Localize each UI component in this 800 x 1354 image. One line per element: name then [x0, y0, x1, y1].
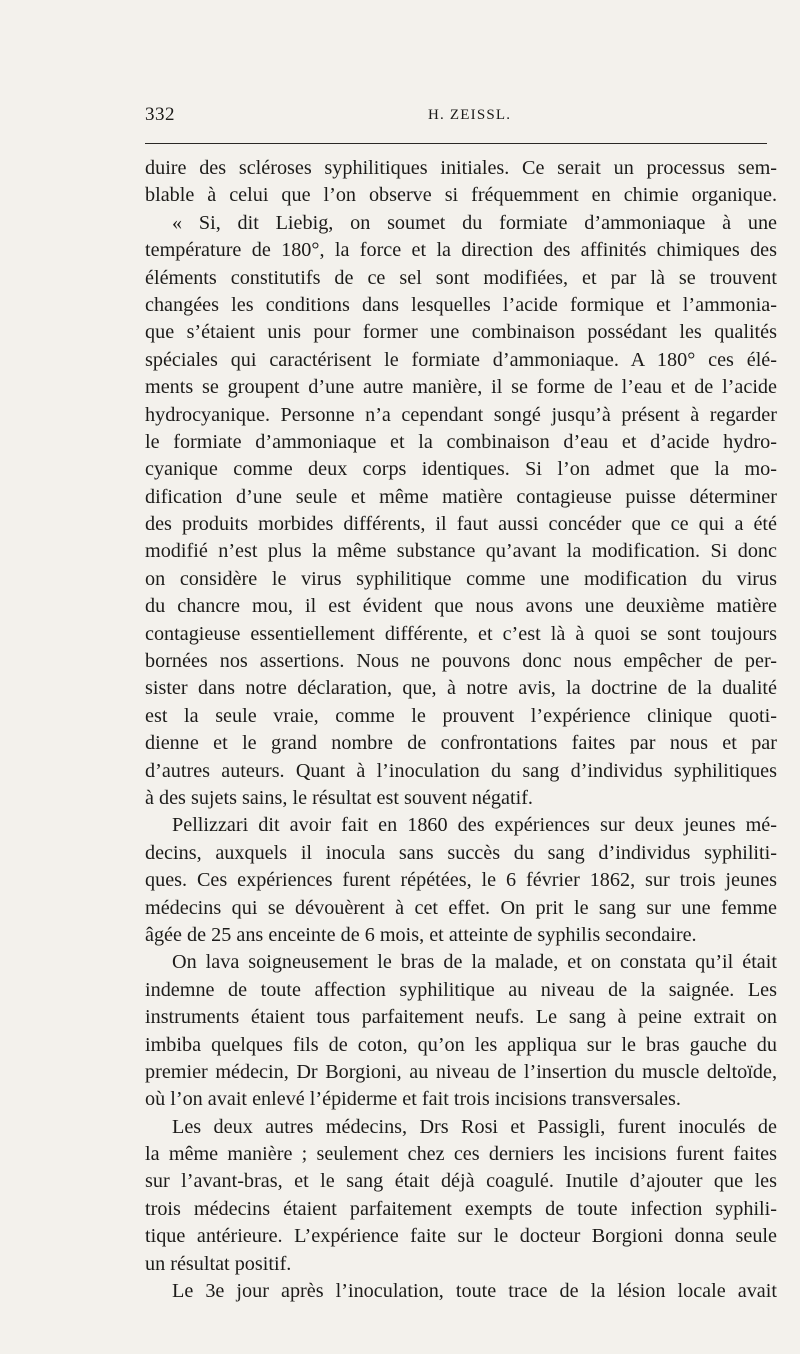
header-rule: [145, 143, 767, 144]
text-line: imbiba quelques fils de coton, qu’on les appliqua sur le bras gauche du: [145, 1033, 777, 1056]
text-line: sur l’avant-bras, et le sang était déjà coagulé. Inutile d’ajouter que les: [145, 1170, 777, 1193]
body-text: [145, 155, 777, 1305]
text-line: ques. Ces expériences furent répétées, le 6 février 1862, sur trois jeunes: [145, 869, 777, 892]
text-line: tique antérieure. L’expérience faite sur le docteur Borgioni donna seule: [145, 1225, 777, 1248]
text-line: duire des scléroses syphilitiques initiales. Ce serait un processus sem-: [145, 157, 777, 179]
text-line: Pellizzari dit avoir fait en 1860 des expériences sur deux jeunes mé-: [172, 814, 777, 837]
text-line: spéciales qui caractérisent le formiate d’ammoniaque. A 180° ces élé-: [145, 348, 777, 371]
text-line: que s’étaient unis pour former une combinaison possédant les qualités: [145, 321, 777, 344]
page-header: [145, 104, 765, 128]
running-head: H. ZEISSL.: [428, 107, 512, 123]
text-line: un résultat positif.: [145, 1252, 292, 1275]
text-line: trois médecins étaient parfaitement exempts de toute infection syphili-: [145, 1197, 777, 1220]
text-line: indemne de toute affection syphilitique au niveau de la saignée. Les: [145, 978, 777, 1001]
text-line: modifié n’est plus la même substance qu’avant la modification. Si donc: [145, 540, 777, 563]
text-line: âgée de 25 ans enceinte de 6 mois, et atteinte de syphilis secondaire.: [145, 923, 697, 946]
text-line: où l’on avait enlevé l’épiderme et fait trois incisions transversales.: [145, 1088, 681, 1111]
page-number: 332: [145, 104, 175, 125]
text-line: cyanique comme deux corps identiques. Si l’on admet que la mo-: [145, 458, 777, 481]
text-line: le formiate d’ammoniaque et la combinaison d’eau et d’acide hydro-: [145, 430, 777, 453]
text-line: dification d’une seule et même matière contagieuse puisse déterminer: [145, 485, 777, 508]
text-line: on considère le virus syphilitique comme une modification du virus: [145, 567, 777, 590]
text-line: Les deux autres médecins, Drs Rosi et Passigli, furent inoculés de: [172, 1115, 777, 1138]
text-line: ments se groupent d’une autre manière, il se forme de l’eau et de l’acide: [145, 376, 777, 399]
text-line: changées les conditions dans lesquelles l’acide formique et l’ammonia-: [145, 293, 777, 316]
text-line: premier médecin, Dr Borgioni, au niveau de l’insertion du muscle deltoïde,: [145, 1060, 777, 1083]
text-line: médecins qui se dévouèrent à cet effet. On prit le sang sur une femme: [145, 896, 777, 919]
text-line: à des sujets sains, le résultat est souvent négatif.: [145, 786, 533, 809]
text-line: d’autres auteurs. Quant à l’inoculation du sang d’individus syphilitiques: [145, 759, 777, 782]
text-line: Le 3e jour après l’inoculation, toute trace de la lésion locale avait: [172, 1280, 777, 1303]
text-line: decins, auxquels il inocula sans succès du sang d’individus syphiliti-: [145, 841, 777, 864]
text-line: est la seule vraie, comme le prouvent l’expérience clinique quoti-: [145, 704, 777, 727]
text-line: des produits morbides différents, il faut aussi concéder que ce qui a été: [145, 513, 777, 536]
text-line: hydrocyanique. Personne n’a cependant songé jusqu’à présent à regarder: [145, 403, 777, 426]
text-line: dienne et le grand nombre de confrontations faites par nous et par: [145, 732, 777, 755]
text-line: On lava soigneusement le bras de la malade, et on constata qu’il était: [172, 951, 777, 974]
text-line: sister dans notre déclaration, que, à notre avis, la doctrine de la dualité: [145, 677, 777, 700]
text-line: température de 180°, la force et la direction des affinités chimiques des: [145, 239, 777, 262]
text-line: bornées nos assertions. Nous ne pouvons donc nous empêcher de per-: [145, 650, 777, 673]
text-line: « Si, dit Liebig, on soumet du formiate d’ammoniaque à une: [172, 211, 777, 234]
text-line: blable à celui que l’on observe si fréquemment en chimie organique.: [145, 184, 777, 207]
text-line: contagieuse essentiellement différente, et c’est là à quoi se sont toujours: [145, 622, 777, 645]
text-line: la même manière ; seulement chez ces derniers les incisions furent faites: [145, 1143, 777, 1166]
text-line: éléments constitutifs de ce sel sont modifiées, et par là se trouvent: [145, 266, 777, 289]
text-line: instruments étaient tous parfaitement neufs. Le sang à peine extrait on: [145, 1006, 777, 1029]
text-line: du chancre mou, il est évident que nous avons une deuxième matière: [145, 595, 777, 618]
